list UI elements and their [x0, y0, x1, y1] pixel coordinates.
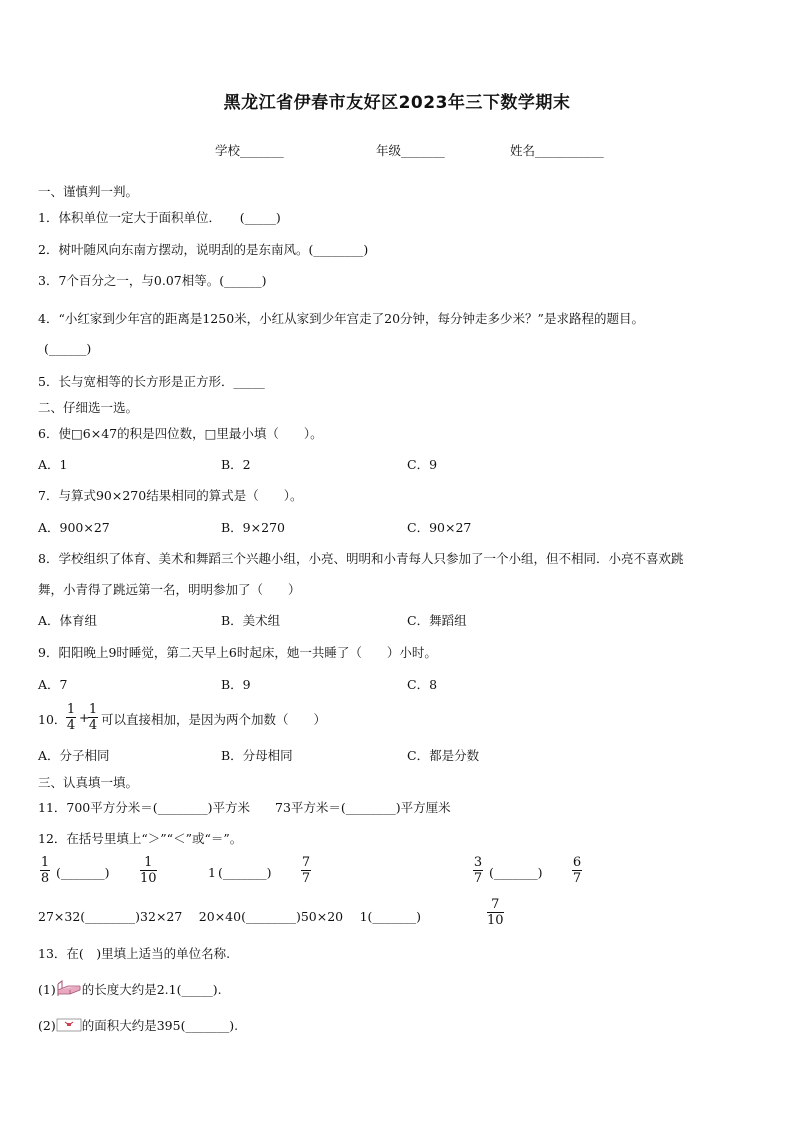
- question-4-answer[interactable]: (______): [44, 341, 92, 356]
- question-9: 9．阳阳晚上9时睡觉，第二天早上6时起床，她一共睡了（ ）小时。: [38, 645, 437, 660]
- q8-option-b[interactable]: B．美术组: [221, 613, 281, 628]
- q8-option-a[interactable]: A．体育组: [38, 613, 98, 628]
- denominator: 10: [487, 913, 504, 928]
- question-7: 7．与算式90×270结果相同的算式是（ ）。: [38, 488, 303, 503]
- numerator: 3: [473, 855, 483, 870]
- section-heading-3: 三、认真填一填。: [38, 775, 139, 790]
- numerator: 1: [144, 855, 153, 870]
- q7-option-c[interactable]: C．90×27: [407, 520, 472, 535]
- numerator: 7: [301, 855, 311, 870]
- numerator: 7: [491, 897, 500, 912]
- plus-sign: +: [79, 710, 90, 725]
- section-heading-1: 一、谨慎判一判。: [38, 184, 139, 199]
- question-3: 3．7个百分之一，与0.07相等。(______): [38, 273, 267, 288]
- q13-2-text: 的面积大约是395(_______).: [81, 1018, 239, 1033]
- q12-fraction-a: [40, 855, 50, 886]
- q10-option-b[interactable]: B．分母相同: [221, 748, 293, 763]
- denominator: 7: [301, 871, 311, 886]
- question-13-2: [38, 1016, 238, 1035]
- q9-option-a[interactable]: A．7: [38, 677, 68, 692]
- denominator: 7: [572, 871, 582, 886]
- q13-1-text: 的长度大约是2.1(_____).: [81, 982, 222, 997]
- q13-2-prefix: (2): [38, 1018, 56, 1033]
- q12-blank-3[interactable]: (_______): [489, 865, 543, 880]
- q7-option-b[interactable]: B．9×270: [221, 520, 285, 535]
- numerator: 1: [88, 702, 98, 717]
- question-8: 8．学校组织了体育、美术和舞蹈三个兴趣小组，小亮、明明和小青每人只参加了一个小组，但不相同．小亮不喜欢跳: [38, 551, 684, 566]
- q10-option-a[interactable]: A．分子相同: [38, 748, 110, 763]
- q6-option-b[interactable]: B．2: [221, 457, 251, 472]
- q10-option-c[interactable]: C．都是分数: [407, 748, 480, 763]
- page-title: 黑龙江省伊春市友好区2023年三下数学期末: [223, 93, 571, 113]
- question-6: 6．使□6×47的积是四位数，□里最小填（ ）。: [38, 426, 323, 441]
- question-8-cont: 舞，小青得了跳远第一名，明明参加了（ ）: [38, 582, 301, 597]
- denominator: 7: [473, 871, 483, 886]
- denominator: 4: [88, 718, 98, 733]
- question-10-prefix: 10．: [38, 712, 67, 727]
- name-field[interactable]: 姓名___________: [510, 143, 604, 158]
- q12-number-1: 1: [208, 865, 216, 880]
- school-field[interactable]: 学校_______: [215, 143, 284, 158]
- question-5: 5．长与宽相等的长方形是正方形．_____: [38, 374, 265, 389]
- q13-1-prefix: (1): [38, 982, 56, 997]
- question-2: 2．树叶随风向东南方摆动，说明刮的是东南风。(________): [38, 242, 369, 257]
- q12-row-2[interactable]: 27×32(________)32×27 20×40(________)50×20 1(_______): [38, 909, 422, 924]
- q9-option-b[interactable]: B．9: [221, 677, 251, 692]
- q9-option-c[interactable]: C．8: [407, 677, 438, 692]
- denominator: 8: [40, 871, 50, 886]
- numerator: 1: [40, 855, 50, 870]
- q12-fraction-d: [301, 855, 311, 886]
- q12-fraction-f: [572, 855, 582, 886]
- question-10-text: 可以直接相加，是因为两个加数（ ）: [101, 712, 327, 727]
- numerator: 6: [572, 855, 582, 870]
- q10-fraction-1: [66, 702, 76, 733]
- q12-fraction-b: [140, 855, 157, 886]
- question-13: 13．在( )里填上适当的单位名称.: [38, 946, 231, 961]
- question-4: 4．“小红家到少年宫的距离是1250米，小红从家到少年宫走了20分钟，每分钟走多少米？”是求路程的题目。: [38, 311, 644, 326]
- bed-icon: [56, 980, 82, 1001]
- q10-fraction-2: [88, 702, 98, 733]
- denominator: 4: [66, 718, 76, 733]
- q6-option-a[interactable]: A．1: [38, 457, 68, 472]
- question-11: 11．700平方分米＝(________)平方米 73平方米＝(________)平方厘米: [38, 800, 451, 815]
- q6-option-c[interactable]: C．9: [407, 457, 438, 472]
- q12-blank-2[interactable]: (_______): [218, 865, 272, 880]
- q12-fraction-e: [473, 855, 483, 886]
- q7-option-a[interactable]: A．900×27: [38, 520, 110, 535]
- grade-field[interactable]: 年级_______: [376, 143, 445, 158]
- q12-blank-1[interactable]: (_______): [56, 865, 110, 880]
- question-1: 1．体积单位一定大于面积单位． (_____): [38, 210, 281, 225]
- q8-option-c[interactable]: C．舞蹈组: [407, 613, 467, 628]
- question-13-1: [38, 980, 222, 1001]
- q12-fraction-g: [487, 897, 504, 928]
- denominator: 10: [140, 871, 157, 886]
- question-12: 12．在括号里填上“＞”“＜”或“＝”。: [38, 831, 243, 846]
- envelope-icon: [56, 1018, 82, 1035]
- numerator: 1: [66, 702, 76, 717]
- section-heading-2: 二、仔细选一选。: [38, 400, 139, 415]
